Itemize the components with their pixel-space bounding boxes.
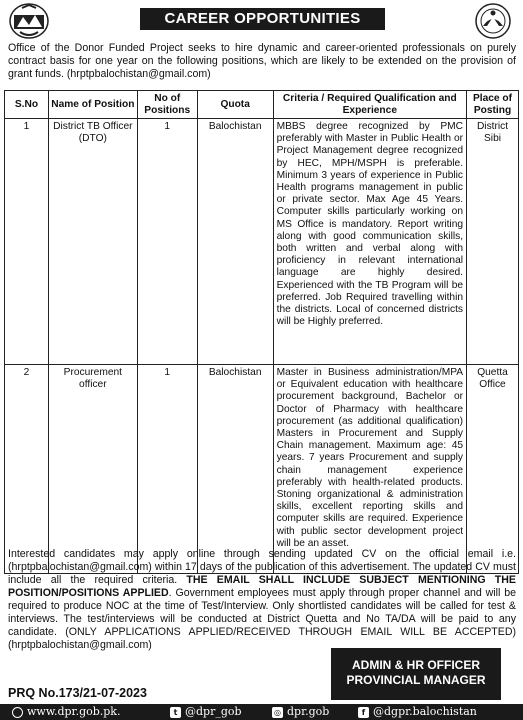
- signatory-box: [331, 648, 501, 700]
- instagram-icon: ◎: [272, 707, 283, 718]
- program-logo-right: [472, 2, 514, 40]
- row-place: Quetta Office: [467, 365, 519, 574]
- row-criteria: MBBS degree recognized by PMC preferably with Master in Public Health or Project Management degree recognized by HEC, MPH/MSPH is preferable. Minimum 3 years of experience in Public Health programs management in public or private sector. Max Age 45 Years. Computer skills particularly working on MS Office is mandatory. Report writing along with good communication skills, both written and verbal along with proficiency in relevant international language are highly desired. Experienced with the TB Program will be preferred. Job Required travelling within the districts. Local of concerned districts will be Highly preferred.: [273, 119, 466, 365]
- header-criteria: Criteria / Required Qualification and Experience: [273, 91, 466, 119]
- prq-number: PRQ No.173/21-07-2023: [8, 686, 147, 700]
- row-count: 1: [137, 365, 197, 574]
- footer-facebook-text: @dgpr.balochistan: [373, 705, 477, 718]
- row-position: District TB Officer (DTO): [48, 119, 137, 365]
- header-positions-count: No of Positions: [137, 91, 197, 119]
- row-sno: 2: [5, 365, 49, 574]
- twitter-icon: t: [170, 707, 181, 718]
- positions-table: [4, 90, 519, 574]
- footer-bar: [0, 704, 523, 720]
- facebook-icon: f: [358, 707, 369, 718]
- signatory-line-1: ADMIN & HR OFFICER: [352, 658, 480, 672]
- application-instructions: [8, 548, 516, 652]
- row-quota: Balochistan: [197, 119, 273, 365]
- table-row: [5, 119, 519, 365]
- instructions-text-2: . Government employees must apply through proper channel and will be required to produce NOC at the time of Test/Interview. Only shortlisted candidates will be called for test & interviews. The test/interviews will be conducted at District Quetta and No TA/DA will be paid to any candidate. (ONLY APPLICATIONS APPLIED/RECEIVED THROUGH EMAIL WILL BE ACCEPTED) (hrptpbalochistan@gmail.com): [8, 587, 517, 651]
- footer-instagram-text: dpr.gob: [287, 705, 330, 718]
- header-sno: S.No: [5, 91, 49, 119]
- page-title: CAREER OPPORTUNITIES: [140, 8, 385, 30]
- globe-icon: [12, 707, 23, 718]
- row-quota: Balochistan: [197, 365, 273, 574]
- footer-instagram[interactable]: [272, 704, 329, 720]
- instructions-text-1: Interested candidates may apply online through sending updated CV on the official email i.e. (hrptpbalochistan@gmail.com) within 17 days of the publication of this advertisement. The updated CV must include all the required criteria.: [8, 548, 516, 586]
- header: [0, 0, 523, 42]
- header-place: Place of Posting: [467, 91, 519, 119]
- footer-website[interactable]: [12, 704, 120, 720]
- footer-website-text: www.dpr.gob.pk.: [27, 705, 121, 718]
- table-header-row: [5, 91, 519, 119]
- table-row: [5, 365, 519, 574]
- balochistan-emblem-left: [8, 2, 50, 40]
- footer-twitter[interactable]: [170, 704, 242, 720]
- instructions-subject-requirement: THE EMAIL SHALL INCLUDE SUBJECT MENTIONING THE POSITION/POSITIONS APPLIED: [8, 574, 516, 599]
- intro-paragraph: Office of the Donor Funded Project seeks to hire dynamic and career-oriented professionals on purely contract basis for one year on the following positions, which are likely to be extended on the provision of grant funds. (hrptpbalochistan@gmail.com): [8, 42, 516, 80]
- row-sno: 1: [5, 119, 49, 365]
- header-position: Name of Position: [48, 91, 137, 119]
- footer-facebook[interactable]: [358, 704, 477, 720]
- footer-twitter-text: @dpr_gob: [185, 705, 242, 718]
- header-quota: Quota: [197, 91, 273, 119]
- row-place: District Sibi: [467, 119, 519, 365]
- row-count: 1: [137, 119, 197, 365]
- signatory-line-2: PROVINCIAL MANAGER: [346, 673, 486, 687]
- row-criteria: Master in Business administration/MPA or Equivalent education with healthcare procurement background, Bachelor or Doctor of Pharmacy with healthcare procurement (as additional qualification) Masters in Procurement and Supply Chain management. Maximum age: 45 years. 7 years Procurement and supply chain management experience preferably with health-related products. Stoning organizational & administration skills, excellent reporting skills and computer skills are required. Experience with public sector development project will be an asset.: [273, 365, 466, 574]
- row-position: Procurement officer: [48, 365, 137, 574]
